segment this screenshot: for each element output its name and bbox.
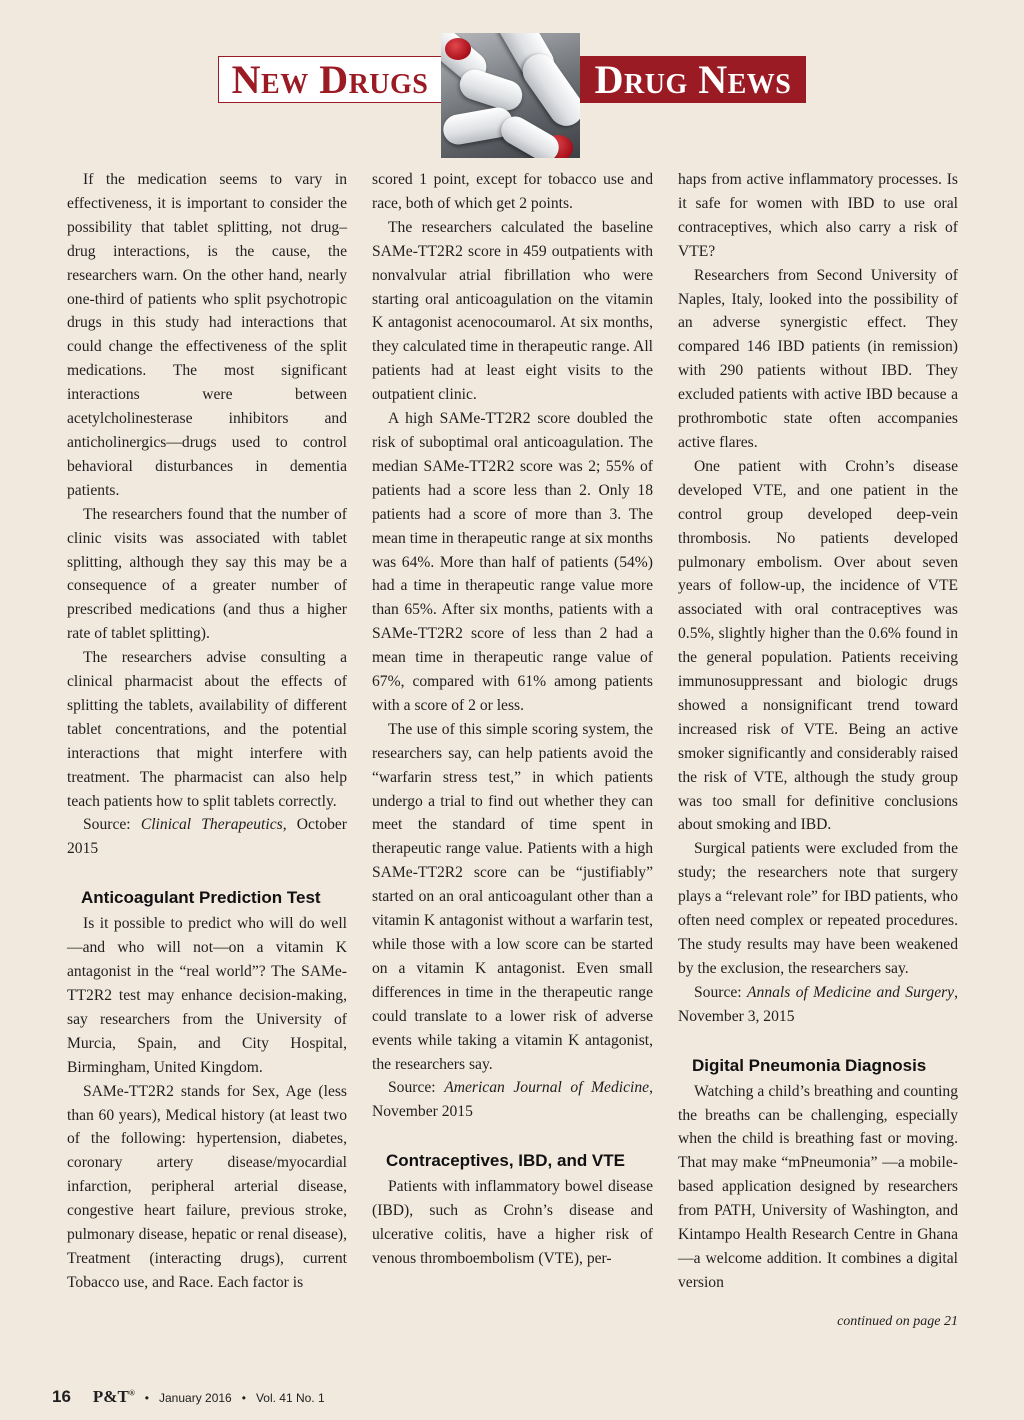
- page-number: 16: [52, 1387, 71, 1406]
- source-date: , November 3, 2015: [678, 983, 959, 1025]
- section-heading: Contraceptives, IBD, and VTE: [386, 1151, 625, 1171]
- source-date: , November 2015: [372, 1079, 653, 1121]
- paragraph: One patient with Crohn’s disease developed VTE, and one patient in the control group developed deep-vein thrombosis. No patients developed pulmonary embolism. Over about seven years of follow-up, the incidence of VTE associated with oral contraceptives was 0.5%, slightly higher than the 0.6% found in the general population. Patients receiving immunosuppressant and biologic drugs showed a nonsignificant trend toward increased risk of VTE. Being an active smoker significantly and considerably raised the risk of VTE, although the study group was too small for definitive conclusions about smoking and IBD.: [678, 457, 958, 834]
- continued-note: continued on page 21: [837, 1314, 958, 1329]
- separator-dot: •: [241, 1391, 246, 1405]
- source-date: , October 2015: [67, 816, 347, 858]
- column-2: [372, 168, 653, 1271]
- pills-photo: [441, 33, 580, 158]
- source-citation: [372, 1076, 653, 1124]
- paragraph: Researchers from Second University of Naples, Italy, looked into the possibility of an adverse synergistic effect. They compared 146 IBD patients (in remission) with 290 patients without IBD. They excluded patients with active IBD because a prothrombotic state often accompanies active flares.: [678, 266, 958, 451]
- paragraph: haps from active inflammatory processes. Is it safe for women with IBD to use oral contraceptives, which also carry a risk of VTE?: [678, 171, 958, 260]
- paragraph: Surgical patients were excluded from the study; the researchers note that surgery plays a “relevant role” for IBD patients, who often need complex or repeated procedures. The study results may have been weakened by the exclusion, the researchers say.: [678, 840, 958, 977]
- source-citation: [67, 813, 347, 861]
- source-journal: Clinical Therapeutics: [140, 816, 283, 834]
- paragraph: The use of this simple scoring system, the researchers say, can help patients avoid the “warfarin stress test,” in which patients undergo a trial to find out whether they can meet the standard of time spent in therapeutic range value. Patients with a high SAMe-TT2R2 score can be “justifiably” started on an oral anticoagulant other than a vitamin K antagonist without a warfarin test, while those with a low score can be started on a vitamin K antagonist. Even small differences in time in the therapeutic range could translate to a lower risk of adverse events while taking a vitamin K antagonist, the researchers say.: [372, 720, 653, 1073]
- paragraph: The researchers advise consulting a clinical pharmacist about the effects of splitting the tablets, availability of different tablet concentrations, and the potential interactions that might interfere with treatment. The pharmacist can also help teach patients how to split tablets correctly.: [67, 649, 347, 810]
- volume-number: Vol. 41 No. 1: [255, 1391, 325, 1405]
- column-1: [67, 168, 347, 1295]
- section-heading: Anticoagulant Prediction Test: [81, 888, 321, 908]
- source-label: Source:: [388, 1079, 436, 1097]
- paragraph: If the medication seems to vary in effectiveness, it is important to consider the possibility that tablet splitting, not drug–drug interactions, is the cause, the researchers warn. On the other hand, nearly one-third of patients who split psychotropic drugs in this study had interactions that could change the effectiveness of the split medications. The most significant interactions were between acetylcholinesterase inhibitors and anticholinergics—drugs used to control behavioral disturbances in dementia patients.: [67, 171, 347, 499]
- source-journal: Annals of Medicine and Surgery: [747, 983, 955, 1001]
- page-footer: [52, 1387, 325, 1411]
- paragraph: SAMe-TT2R2 stands for Sex, Age (less than 60 years), Medical history (at least two of the following: hypertension, diabetes, coronary artery disease/myocardial infarction, peripheral arterial disease, congestive heart failure, previous stroke, pulmonary disease, hepatic or renal disease), Treatment (interacting drugs), current Tobacco use, and Race. Each factor is: [67, 1082, 347, 1291]
- issue-date: January 2016: [159, 1391, 232, 1405]
- magazine-name: P&T®: [92, 1387, 135, 1406]
- paragraph: The researchers found that the number of clinic visits was associated with tablet splitting, although they say this may be a consequence of a greater number of prescribed medications (and thus a higher rate of tablet splitting).: [67, 505, 347, 643]
- paragraph: Patients with inflammatory bowel disease (IBD), such as Crohn’s disease and ulcerative colitis, have a higher risk of venous thromboembolism (VTE), per-: [372, 1178, 653, 1267]
- paragraph: scored 1 point, except for tobacco use and race, both of which get 2 points.: [372, 171, 653, 212]
- separator-dot: •: [144, 1391, 149, 1405]
- paragraph: Watching a child’s breathing and counting the breaths can be challenging, especially when the child is breathing fast or moving. That may make “mPneumonia” —a mobile-based application designed by researchers from PATH, University of Washington, and Kintampo Health Research Centre in Ghana—a welcome addition. It combines a digital version: [678, 1082, 958, 1291]
- source-citation: [678, 981, 958, 1029]
- paragraph: A high SAMe-TT2R2 score doubled the risk of suboptimal oral anticoagulation. The median SAMe-TT2R2 score was 2; 55% of patients had a score less than 2. Only 18 patients had a score of more than 3. The mean time in therapeutic range at six months was 64%. More than half of patients (54%) had a time in therapeutic range value more than 65%. After six months, patients with a SAMe-TT2R2 score of less than 2 had a mean time in therapeutic range value of 67%, compared with 61% among patients with a score of 2 or less.: [372, 410, 653, 714]
- new-drugs-label: New Drugs: [218, 56, 442, 103]
- paragraph: The researchers calculated the baseline SAMe-TT2R2 score in 459 outpatients with nonvalvular atrial fibrillation who were starting oral anticoagulation on the vitamin K antagonist acenocoumarol. At six months, they calculated time in therapeutic range. All patients had at least eight visits to the outpatient clinic.: [372, 218, 653, 404]
- paragraph: Is it possible to predict who will do well—and who will not—on a vitamin K antagonist in the “real world”? The SAMe-TT2R2 test may enhance decision-making, say researchers from the University of Murcia, Spain, and City Hospital, Birmingham, United Kingdom.: [67, 915, 347, 1076]
- source-label: Source:: [694, 983, 742, 1001]
- section-heading: Digital Pneumonia Diagnosis: [692, 1055, 927, 1075]
- drug-news-label: Drug News: [580, 56, 806, 103]
- source-journal: American Journal of Medicine: [444, 1079, 650, 1097]
- section-banner: [0, 33, 1024, 158]
- column-3: [678, 168, 958, 1295]
- source-label: Source:: [83, 816, 131, 834]
